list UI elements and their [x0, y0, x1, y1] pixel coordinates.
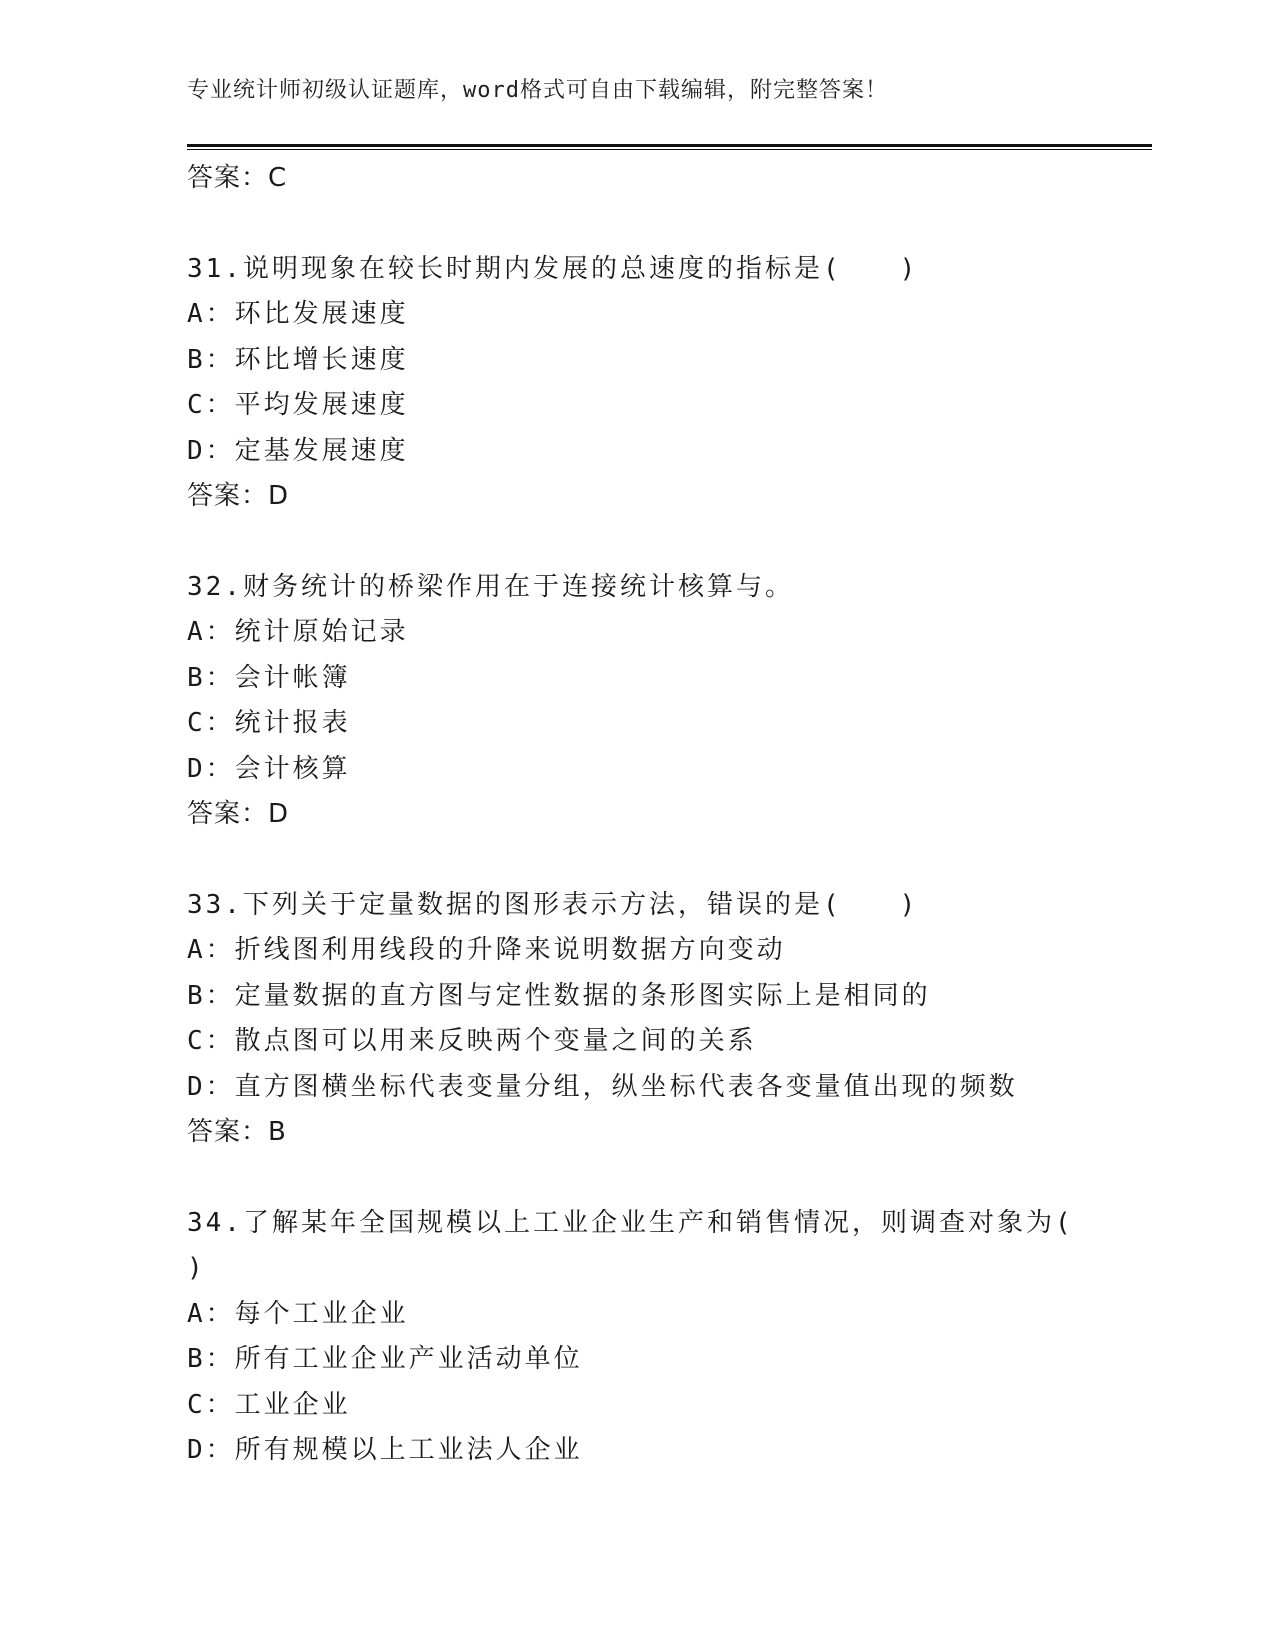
spacer [187, 202, 1152, 247]
option-d: D：直方图横坐标代表变量分组，纵坐标代表各变量值出现的频数 [187, 1071, 1018, 1102]
spacer [187, 1156, 1152, 1201]
option-d: D：定基发展速度 [187, 435, 409, 466]
option-c: C：工业企业 [187, 1389, 351, 1420]
option-b: B：环比增长速度 [187, 344, 409, 375]
question-stem: 31.说明现象在较长时期内发展的总速度的指标是( ) [187, 253, 919, 284]
question-stem: 32.财务统计的桥梁作用在于连接统计核算与。 [187, 571, 794, 602]
question-31 [187, 247, 1152, 520]
option-a: A：环比发展速度 [187, 299, 409, 329]
question-32 [187, 565, 1152, 838]
option-b: B：所有工业企业产业活动单位 [187, 1344, 583, 1374]
option-d: D：会计核算 [187, 753, 351, 784]
option-b: B：会计帐簿 [187, 662, 351, 693]
question-34 [187, 1201, 1152, 1474]
option-b: B：定量数据的直方图与定性数据的条形图实际上是相同的 [187, 980, 931, 1011]
header-note: 专业统计师初级认证题库，word格式可自由下载编辑，附完整答案！ [187, 78, 888, 103]
question-stem: 34.了解某年全国规模以上工业企业生产和销售情况，则调查对象为( [187, 1207, 1074, 1238]
option-a: A：统计原始记录 [187, 617, 409, 647]
answer: 答案：B [187, 1117, 287, 1147]
answer: 答案：D [187, 799, 290, 829]
option-c: C：散点图可以用来反映两个变量之间的关系 [187, 1026, 757, 1056]
answer: 答案：D [187, 481, 290, 511]
question-stem-continued: ) [187, 1253, 206, 1283]
previous-answer: 答案：C [187, 163, 288, 193]
option-a: A：每个工业企业 [187, 1298, 409, 1329]
option-d: D：所有规模以上工业法人企业 [187, 1435, 583, 1465]
spacer [187, 838, 1152, 883]
question-stem: 33.下列关于定量数据的图形表示方法，错误的是( ) [187, 889, 919, 920]
option-c: C：平均发展速度 [187, 390, 409, 420]
question-list [187, 156, 1152, 1474]
option-a: A：折线图利用线段的升降来说明数据方向变动 [187, 935, 786, 965]
header-divider [187, 144, 1152, 150]
spacer [187, 520, 1152, 565]
option-c: C：统计报表 [187, 708, 351, 738]
question-33 [187, 883, 1152, 1156]
